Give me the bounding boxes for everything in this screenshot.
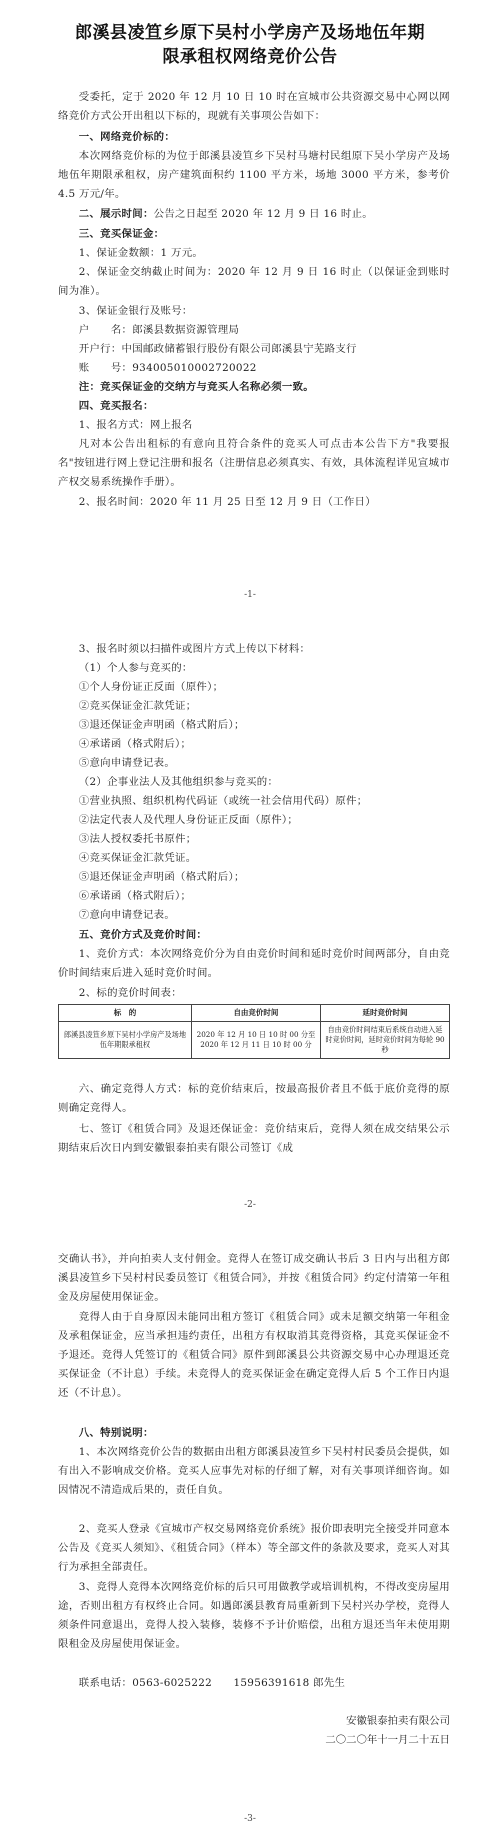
section-7: 七、签订《租赁合同》及退还保证金：竞价结束后，竞得人须在成交结果公示期结束后次日内到安徽银泰拍卖有限公司签订《成 xyxy=(58,1123,450,1154)
section-1-heading: 一、网络竞价标的： xyxy=(78,131,176,143)
corporate-item: ⑥承诺函（格式附后）； xyxy=(78,890,192,902)
corporate-item: ④竞买保证金汇款凭证。 xyxy=(78,852,197,864)
section-3-heading: 三、竞买保证金： xyxy=(78,228,165,240)
section-4-item-1-body: 凡对本公告出租标的有意向且符合条件的竞买人可点击本公告下方"我要报名"按钮进行网上登记注册和报名（注册信息必须真实、有效，具体流程详见宣城市产权交易系统操作手册）。 xyxy=(58,438,450,488)
signature-organization: 安徽银泰拍卖有限公司 xyxy=(346,1715,450,1727)
individual-item: ①个人身份证正反面（原件）； xyxy=(78,681,224,693)
section-8-heading: 八、特别说明： xyxy=(78,1427,154,1439)
section-4-item-2: 2、报名时间：2020 年 11 月 25 日至 12 月 9 日（工作日） xyxy=(78,496,376,508)
corporate-item: ③法人授权委托书原件； xyxy=(78,833,197,845)
table-header: 标 的 xyxy=(59,1005,192,1022)
section-1-body: 本次网络竞价标的为位于郎溪县凌笪乡下吴村马塘村民组原下吴小学房产及场地伍年期限承租权，房产建筑面积约 1100 平方米，场地 3000 平方米，参考价 4.5 万元/年。 xyxy=(58,150,450,200)
account-name: 户 名：郎溪县数据资源管理局 xyxy=(78,324,240,336)
section-6: 六、确定竞得人方式：标的竞价结束后，按最高报价者且不低于底价竞得的原则确定竞得人。 xyxy=(58,1083,450,1114)
document-title-line-2: 限承租权网络竞价公告 xyxy=(162,47,338,67)
account-bank: 开户行：中国邮政储蓄银行股份有限公司郎溪县宁芜路支行 xyxy=(78,343,357,355)
table-header: 延时竞价时间 xyxy=(320,1005,449,1022)
table-header: 自由竞价时间 xyxy=(191,1005,320,1022)
signature-date: 二〇二〇年十一月二十五日 xyxy=(325,1734,450,1746)
section-8-item-3: 3、竞得人竞得本次网络竞价标的后只可用做教学或培训机构，不得改变房屋用途，否则出租方有权终止合同。如遇郎溪县教育局重新到下吴村兴办学校，竞得人须条件同意退出，竞得人投入装修，装修不予计价赔偿，出租方退还当年未使用期限租金及房屋使用保证金。 xyxy=(58,1581,450,1650)
section-3-item-1: 1、保证金数额：1 万元。 xyxy=(78,247,204,259)
intro-paragraph: 受委托，定于 2020 年 12 月 10 日 10 时在宣城市公共资源交易中心网以网络竞价方式公开出租以下标的，现就有关事项公告如下： xyxy=(58,91,450,122)
individual-heading: （1）个人参与竞买的： xyxy=(78,662,193,674)
corporate-item: ①营业执照、组织机构代码证（或统一社会信用代码）原件； xyxy=(78,795,368,807)
corporate-item: ⑦意向申请登记表。 xyxy=(78,909,176,921)
page-number: -2- xyxy=(244,1200,256,1210)
corporate-heading: （2）企事业法人及其他组织参与竞买的： xyxy=(78,776,279,788)
section-4-item-3: 3、报名时须以扫描件或图片方式上传以下材料： xyxy=(78,643,311,655)
section-8-item-1: 1、本次网络竞价公告的数据由出租方郎溪县凌笪乡下吴村村民委员会提供，如有出入不影响成交价格。竞买人应事先对标的仔细了解，对有关事项详细咨询。如因情况不清造成后果的，责任自负。 xyxy=(58,1446,450,1496)
section-5-item-1: 1、竞价方式：本次网络竞价分为自由竞价时间和延时竞价时间两部分，自由竞价时间结束后进入延时竞价时间。 xyxy=(58,948,450,979)
section-3-item-2: 2、保证金交纳截止时间为：2020 年 12 月 9 日 16 时止（以保证金到账时间为准）。 xyxy=(58,266,450,297)
page-3 xyxy=(0,1222,500,1836)
table-header-row xyxy=(59,1005,450,1022)
section-5-heading: 五、竞价方式及竞价时间： xyxy=(78,929,208,941)
contact-line: 联系电话：0563-6025222 15956391618 郎先生 xyxy=(78,1677,346,1689)
individual-item: ④承诺函（格式附后）； xyxy=(78,738,192,750)
page-1 xyxy=(0,0,500,610)
section-4-item-1: 1、报名方式：网上报名 xyxy=(78,419,193,431)
deposit-note: 注：竞买保证金的交纳方与竞买人名称必须一致。 xyxy=(78,381,314,393)
table-cell: 2020 年 12 月 10 日 10 时 00 分至 2020 年 12 月 11 日 10 时 00 分 xyxy=(191,1022,320,1059)
account-number: 账 号：934005010002720022 xyxy=(78,362,257,374)
individual-item: ②竞买保证金汇款凭证； xyxy=(78,700,197,712)
breach-paragraph: 竞得人由于自身原因未能同出租方签订《租赁合同》或未足额交纳第一年租金及承租保证金，应当承担违约责任，出租方有权取消其竞得资格，其竞买保证金不予退还。竞得人凭签订的《租赁合同》原件到郎溪县公共资源交易中心办理退还竞买保证金（不计息）手续。未竞得人的竞买保证金在确定竞得人后 5 个工作日内退还（不计息）。 xyxy=(58,1311,450,1399)
table-row xyxy=(59,1022,450,1059)
section-2-body: 公告之日起至 2020 年 12 月 9 日 16 时止。 xyxy=(153,208,373,220)
section-7-continued: 交确认书》，并向拍卖人支付佣金。竞得人在签订成交确认书后 3 日内与出租方郎溪县凌笪乡下吴村村民委员签订《租赁合同》，并按《租赁合同》约定付清第一年租金及房屋使用保证金。 xyxy=(58,1253,450,1303)
section-2 xyxy=(58,205,450,224)
section-2-heading: 二、展示时间： xyxy=(78,208,154,220)
bid-schedule-table xyxy=(58,1004,450,1059)
individual-item: ⑤意向申请登记表。 xyxy=(78,757,176,769)
page-2 xyxy=(0,610,500,1222)
section-8-item-2: 2、竞买人登录《宣城市产权交易网络竞价系统》报价即表明完全接受并同意本公告及《竞买人须知》、《租赁合同》（样本）等全部文件的条款及要求，竞买人对其行为承担全部责任。 xyxy=(58,1523,450,1573)
table-cell: 自由竞价时间结束后系统自动进入延时竞价时间，延时竞价时间为每轮 90 秒 xyxy=(320,1022,449,1059)
document-title-line-1: 郎溪县凌笪乡原下吴村小学房产及场地伍年期 xyxy=(75,23,425,43)
section-3-item-3: 3、保证金银行及账号： xyxy=(78,305,193,317)
section-5-item-2: 2、标的竞价时间表： xyxy=(78,987,182,999)
corporate-item: ②法定代表人及代理人身份证正反面（原件）； xyxy=(78,814,299,826)
section-4-heading: 四、竞买报名： xyxy=(78,400,154,412)
page-number: -1- xyxy=(244,590,256,600)
page-number: -3- xyxy=(244,1814,256,1824)
individual-item: ③退还保证金声明函（格式附后）； xyxy=(78,719,245,731)
table-cell: 郎溪县凌笪乡原下吴村小学房产及场地伍年期限承租权 xyxy=(59,1022,192,1059)
corporate-item: ⑤退还保证金声明函（格式附后）； xyxy=(78,871,245,883)
